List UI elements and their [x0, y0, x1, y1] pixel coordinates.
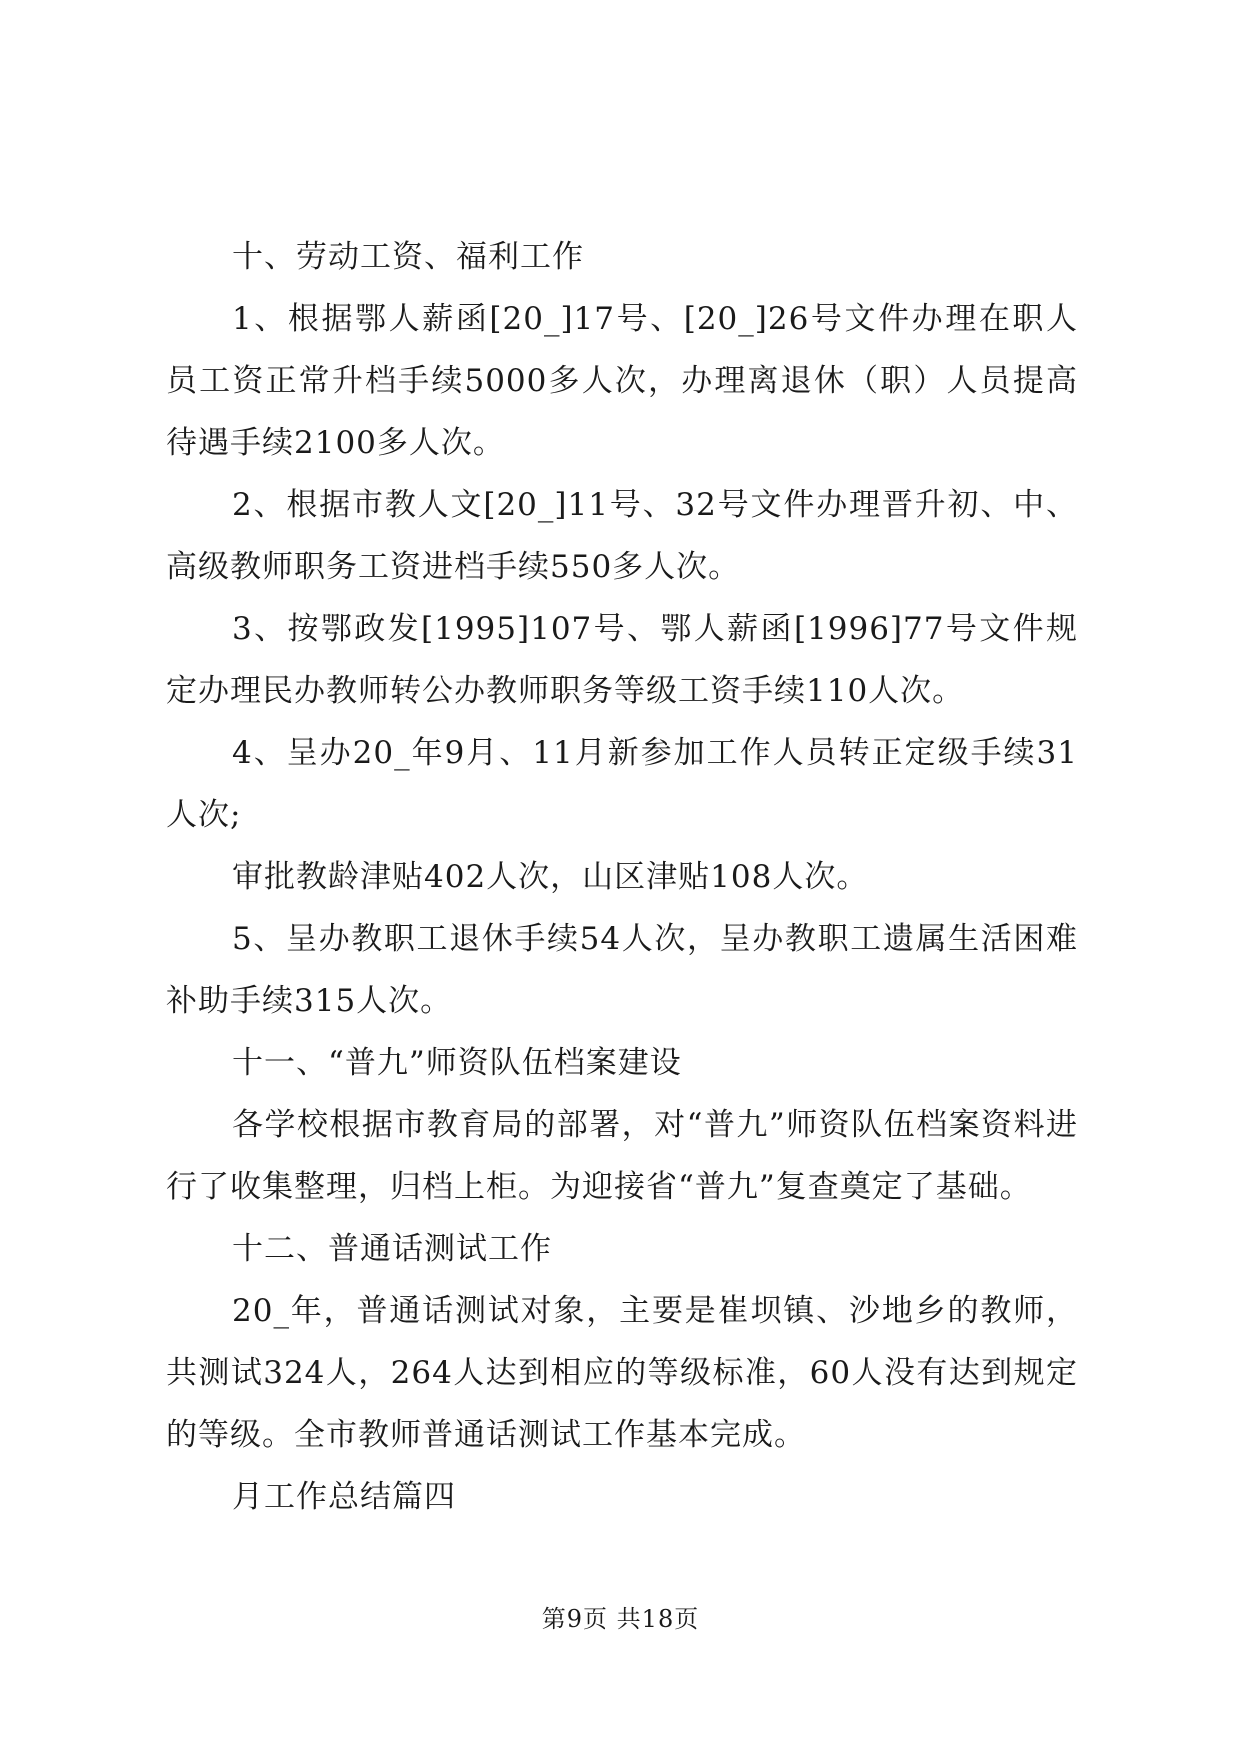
section-heading-mandarin-test: 十二、普通话测试工作: [232, 1231, 552, 1267]
paragraph-archives: 各学校根据市教育局的部署，对“普九”师资队伍档案资料进行了收集整理，归档上柜。为迎接省“普九”复查奠定了基础。: [166, 1107, 1078, 1205]
section-heading-monthly-summary: 月工作总结篇四: [232, 1479, 456, 1515]
section-heading-archives: 十一、“普九”师资队伍档案建设: [232, 1045, 682, 1081]
section-heading-labor-wages: 十、劳动工资、福利工作: [232, 239, 584, 275]
paragraph-5: 5、呈办教职工退休手续54人次，呈办教职工遗属生活困难补助手续315人次。: [166, 921, 1078, 1019]
paragraph-3: 3、按鄂政发[1995]107号、鄂人薪函[1996]77号文件规定办理民办教师转公办教师职务等级工资手续110人次。: [166, 611, 1078, 709]
paragraph-mandarin-test: 20_年，普通话测试对象，主要是崔坝镇、沙地乡的教师，共测试324人，264人达到相应的等级标准，60人没有达到规定的等级。全市教师普通话测试工作基本完成。: [166, 1293, 1078, 1453]
paragraph-2: 2、根据市教人文[20_]11号、32号文件办理晋升初、中、高级教师职务工资进档手续550多人次。: [166, 487, 1078, 585]
page-number-footer: 第9页 共18页: [541, 1605, 700, 1633]
paragraph-4-continued: 审批教龄津贴402人次，山区津贴108人次。: [232, 859, 869, 895]
paragraph-1: 1、根据鄂人薪函[20_]17号、[20_]26号文件办理在职人员工资正常升档手续5000多人次，办理离退休（职）人员提高待遇手续2100多人次。: [166, 301, 1078, 461]
paragraph-4: 4、呈办20_年9月、11月新参加工作人员转正定级手续31人次;: [166, 735, 1078, 833]
document-body: [166, 226, 1078, 1528]
